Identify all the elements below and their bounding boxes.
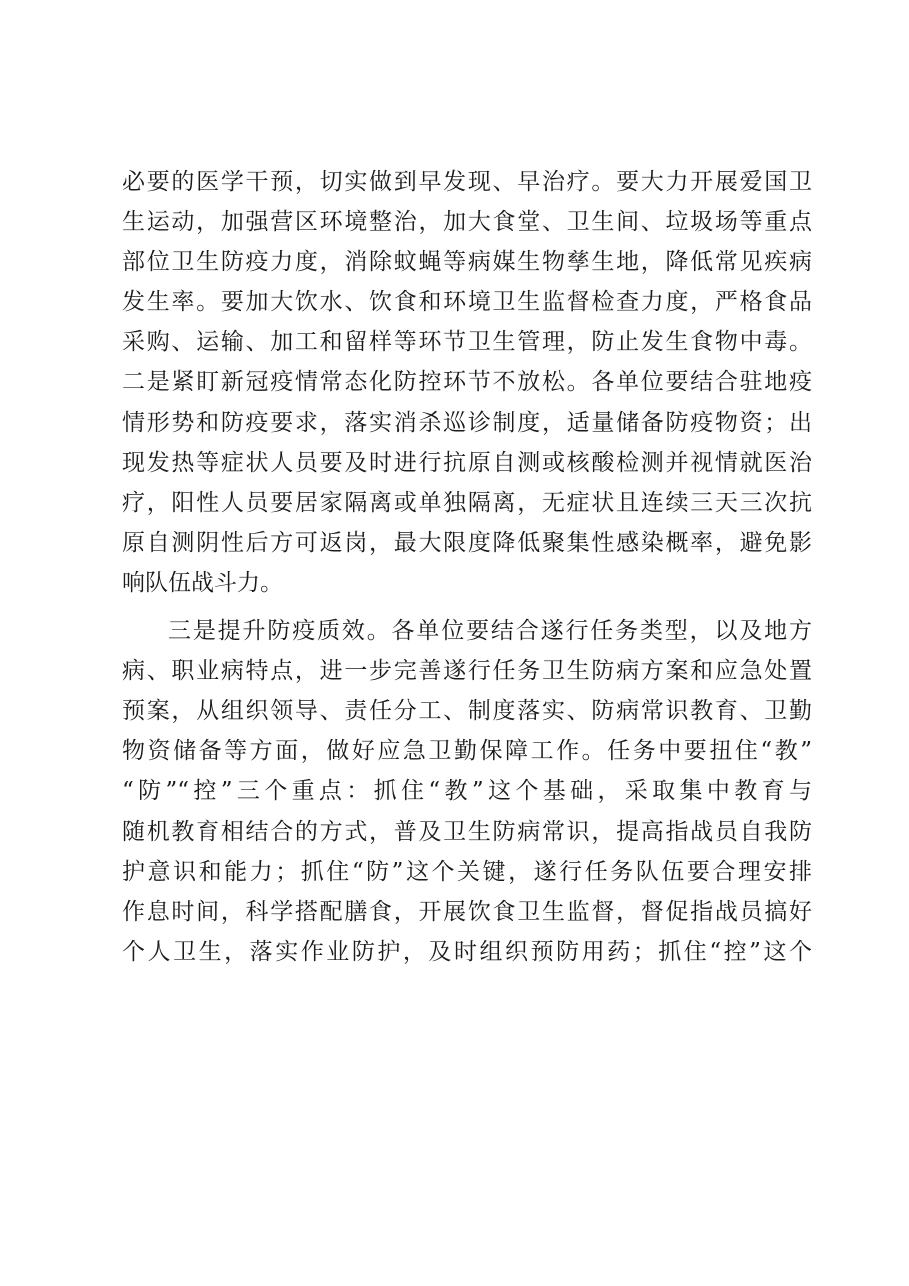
text-line: “防”“控”三个重点：抓住“教”这个基础，采取集中教育与 xyxy=(122,778,812,805)
text-line: 作息时间，科学搭配膳食，开展饮食卫生监督，督促指战员搞好 xyxy=(122,898,812,925)
text-line: 预案，从组织领导、责任分工、制度落实、防病常识教育、卫勤 xyxy=(122,698,812,725)
paragraph-2 xyxy=(122,611,812,972)
text-line: 原自测阴性后方可返岗，最大限度降低聚集性感染概率，避免影 xyxy=(122,529,812,556)
text-line: 疗，阳性人员要居家隔离或单独隔离，无症状且连续三天三次抗 xyxy=(122,489,812,516)
paragraph-gap xyxy=(122,603,812,611)
text-line: 采购、运输、加工和留样等环节卫生管理，防止发生食物中毒。 xyxy=(122,329,812,356)
text-line: 情形势和防疫要求，落实消杀巡诊制度，适量储备防疫物资；出 xyxy=(122,409,812,436)
text-line: 现发热等症状人员要及时进行抗原自测或核酸检测并视情就医治 xyxy=(122,449,812,476)
text-line: 响队伍战斗力。 xyxy=(122,569,283,596)
text-line: 病、职业病特点，进一步完善遂行任务卫生防病方案和应急处置 xyxy=(122,658,812,685)
text-line: 个人卫生，落实作业防护，及时组织预防用药；抓住“控”这个 xyxy=(122,938,812,965)
text-line: 三是提升防疫质效。各单位要结合遂行任务类型，以及地方 xyxy=(168,618,812,645)
text-line: 护意识和能力；抓住“防”这个关键，遂行任务队伍要合理安排 xyxy=(122,858,812,885)
text-line: 发生率。要加大饮水、饮食和环境卫生监督检查力度，严格食品 xyxy=(122,289,812,316)
text-line: 物资储备等方面，做好应急卫勤保障工作。任务中要扭住“教” xyxy=(122,738,812,765)
text-line: 必要的医学干预，切实做到早发现、早治疗。要大力开展爱国卫 xyxy=(122,169,812,195)
text-line: 随机教育相结合的方式，普及卫生防病常识，提高指战员自我防 xyxy=(122,818,812,845)
document-body xyxy=(122,162,812,972)
text-line: 二是紧盯新冠疫情常态化防控环节不放松。各单位要结合驻地疫 xyxy=(122,369,812,396)
text-line: 生运动，加强营区环境整治，加大食堂、卫生间、垃圾场等重点 xyxy=(122,209,812,236)
paragraph-1 xyxy=(122,162,812,603)
text-line: 部位卫生防疫力度，消除蚊蝇等病媒生物孳生地，降低常见疾病 xyxy=(122,249,812,276)
